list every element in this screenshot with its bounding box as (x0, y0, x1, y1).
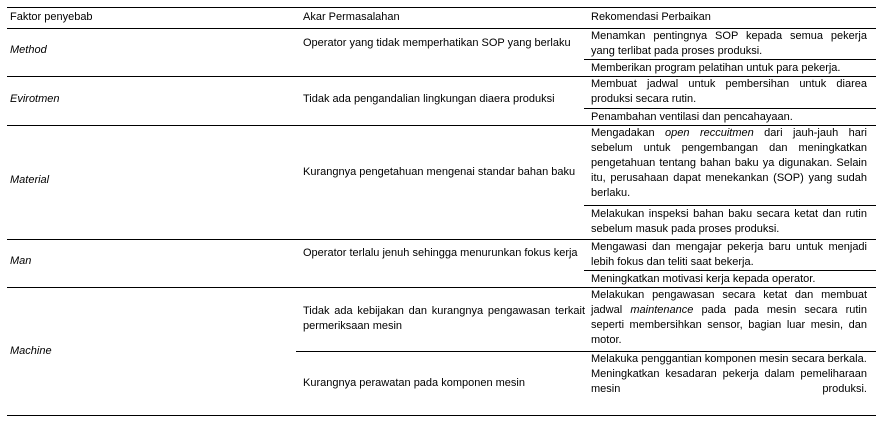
recommendation-item: Menamkan pentingnya SOP kepada semua pekerja yang terlibat pada proses produksi. (591, 30, 867, 57)
factor-cell: Material (10, 174, 50, 186)
root-cause-cell: Tidak ada kebijakan dan kurangnya pengawasan terkait permeriksaan mesin (303, 305, 585, 332)
table-row-material (7, 126, 876, 240)
table-row-method (7, 29, 876, 77)
header-root-cause: Akar Permasalahan (303, 11, 400, 23)
recommendation-cell (591, 288, 867, 351)
root-cause-cell: Operator yang tidak memperhatikan SOP yang berlaku (303, 37, 571, 49)
recommendation-item: Melakuka penggantian komponen mesin secara berkala. (591, 353, 867, 365)
header-recommendation: Rekomendasi Perbaikan (591, 11, 711, 23)
root-cause-cell: Kurangnya perawatan pada komponen mesin (303, 377, 525, 389)
header-factor: Faktor penyebab (10, 11, 93, 23)
recommendation-cell (591, 29, 867, 76)
row-divider (584, 108, 876, 109)
factor-cell: Machine (10, 345, 52, 357)
recommendation-item: Memberikan program pelatihan untuk para pekerja. (591, 59, 867, 76)
recommendation-item: Mengadakan open reccuitmen dari jauh-jauh hari sebelum untuk pengembangan dan meningkatkan pengetahuan tentang bahan baku ya digunakan. Selain itu, perusahaan dapat menekankan (SOP) yang sudah berlaku. (591, 127, 867, 199)
factor-cell: Method (10, 44, 47, 56)
recommendation-cell (591, 240, 867, 287)
recommendation-cell (591, 126, 867, 237)
root-cause-cell: Operator terlalu jenuh sehingga menurunkan fokus kerja (303, 247, 578, 259)
factor-cell: Man (10, 255, 32, 267)
recommendation-item: Meningkatkan motivasi kerja kepada operator. (591, 270, 867, 287)
row-divider (584, 270, 876, 271)
recommendation-item: Meningkatkan kesadaran pekerja dalam pemeliharaan mesin produksi. (591, 368, 867, 395)
table-row-man (7, 240, 876, 288)
recommendation-item: Penambahan ventilasi dan pencahayaan. (591, 108, 867, 125)
recommendation-cell (591, 352, 867, 397)
row-divider (584, 205, 876, 206)
recommendation-item: Melakukan pengawasan secara ketat dan membuat jadwal maintenance pada pada mesin secara rutin seperti membersihkan sensor, bagian luar mesin, dan motor. (591, 289, 867, 346)
recommendation-item: Membuat jadwal untuk pembersihan untuk diarea produksi secara rutin. (591, 78, 867, 105)
table-header (7, 7, 876, 29)
root-cause-cell: Kurangnya pengetahuan mengenai standar bahan baku (303, 166, 576, 178)
row-divider (584, 59, 876, 60)
table-row-machine (7, 288, 876, 416)
recommendation-item: Melakukan inspeksi bahan baku secara ketat dan rutin sebelum masuk pada proses produksi. (591, 205, 867, 237)
recommendation-item: Mengawasi dan mengajar pekerja baru untuk menjadi lebih fokus dan teliti saat bekerja. (591, 241, 867, 268)
root-cause-table (7, 7, 876, 416)
table-row-environment (7, 77, 876, 126)
factor-cell: Evirotmen (10, 93, 60, 105)
root-cause-cell: Tidak ada pengandalian lingkungan diaera produksi (303, 93, 555, 105)
recommendation-cell (591, 77, 867, 125)
